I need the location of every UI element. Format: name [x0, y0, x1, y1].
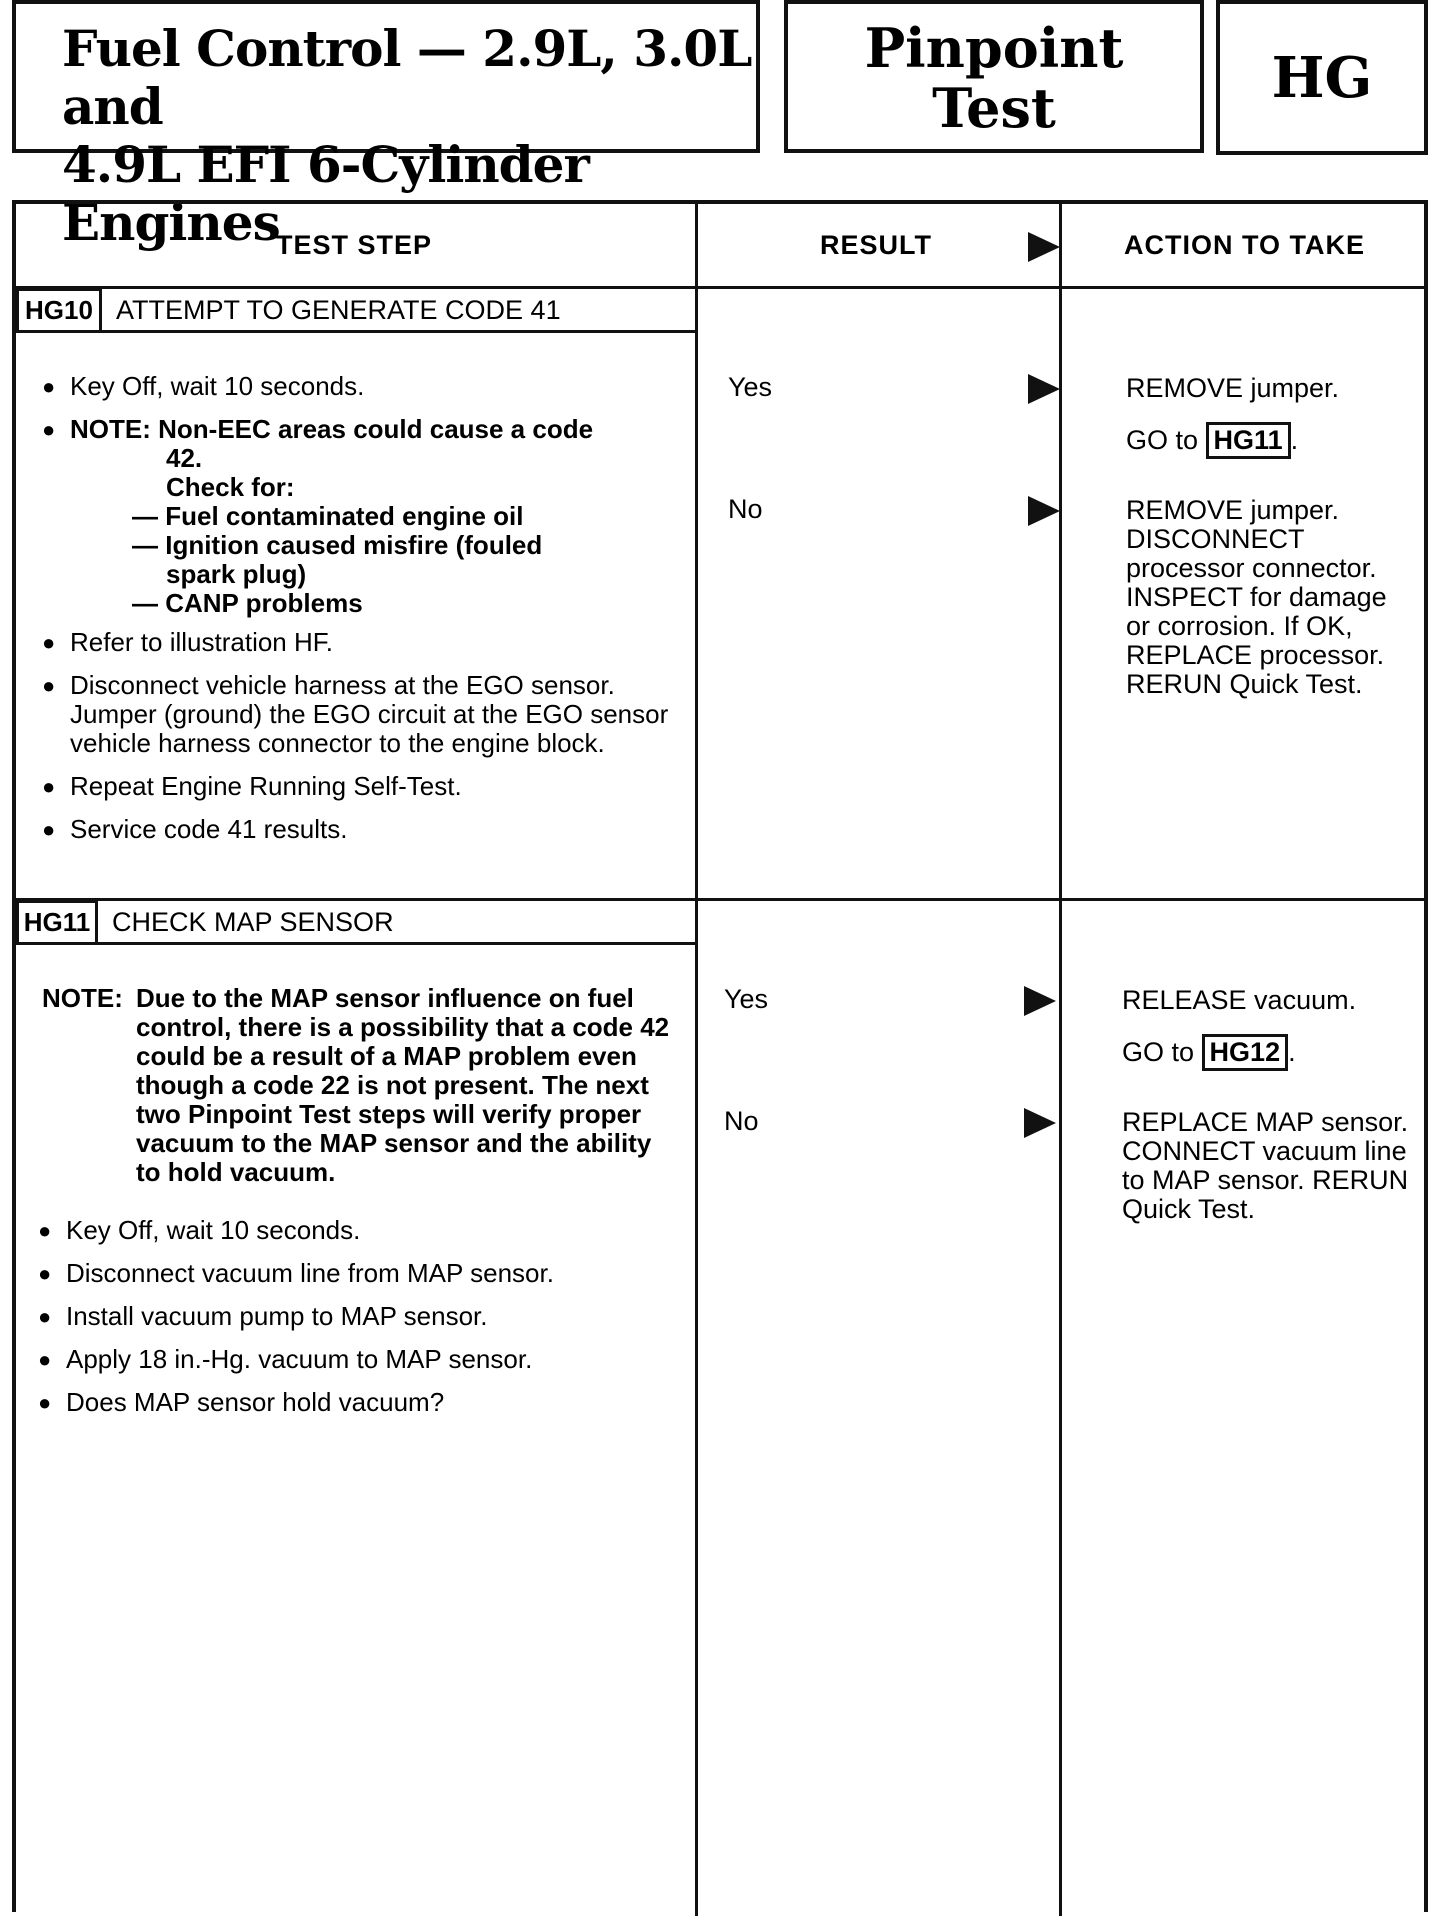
list-item: ● Key Off, wait 10 seconds. — [38, 1216, 678, 1245]
hg11-note — [42, 984, 682, 1187]
hg11-test-steps — [38, 1216, 678, 1431]
list-item: ● Apply 18 in.-Hg. vacuum to MAP sensor. — [38, 1345, 678, 1374]
list-item: ● Key Off, wait 10 seconds. — [42, 372, 682, 401]
check-item: — Fuel contaminated engine oil — [132, 501, 524, 531]
pinpoint-table — [12, 200, 1428, 1912]
column-divider — [1059, 204, 1062, 1916]
arrow-icon — [1024, 986, 1056, 1016]
list-item: ● Refer to illustration HF. — [42, 628, 682, 657]
list-item: ● Disconnect vacuum line from MAP sensor. — [38, 1259, 678, 1288]
hg10-test-steps — [42, 372, 682, 858]
pinpoint-test-box — [784, 0, 1204, 153]
column-divider — [695, 204, 698, 1916]
check-for-label: Check for: — [166, 472, 295, 502]
goto-hg12: GO to HG12 . — [1122, 1034, 1412, 1071]
col-header-action: ACTION TO TAKE — [1124, 230, 1365, 260]
goto-label: GO to — [1122, 1037, 1195, 1067]
goto-hg11: GO to HG11 . — [1126, 422, 1416, 459]
step-title-underline — [16, 942, 696, 945]
test-code-box — [1216, 0, 1428, 155]
step-title-hg10: ATTEMPT TO GENERATE CODE 41 — [116, 295, 561, 325]
document-title: Fuel Control — 2.9L, 3.0L and 4.9L EFI 6-Cylinder Engines — [62, 19, 752, 252]
list-item: ● Install vacuum pump to MAP sensor. — [38, 1302, 678, 1331]
arrow-icon — [1024, 1108, 1056, 1138]
result-no: No — [724, 1106, 759, 1136]
list-item: ● Disconnect vehicle harness at the EGO sensor. Jumper (ground) the EGO circuit at the EGO sensor vehicle harness connector to the engine block. — [42, 671, 682, 758]
note-text: Due to the MAP sensor influence on fuel control, there is a possibility that a code 42 could be a result of a MAP problem even though a code 22 is not present. The next two Pinpoint Test steps will verify proper vacuum to the MAP sensor and the ability to hold vacuum. — [136, 983, 670, 1187]
action-yes-hg11: RELEASE vacuum. — [1122, 985, 1357, 1015]
list-item: ● Service code 41 results. — [42, 815, 682, 844]
action-no-hg10: REMOVE jumper. DISCONNECT processor connector. INSPECT for damage or corrosion. If OK, REPLACE processor. RERUN Quick Test. — [1126, 495, 1387, 699]
arrow-icon — [1028, 374, 1060, 404]
arrow-icon — [1028, 232, 1060, 262]
check-item: — CANP problems — [132, 588, 363, 618]
step-id-hg11: HG11 — [16, 900, 98, 945]
list-item — [42, 415, 682, 618]
goto-step-link[interactable]: HG12 — [1202, 1034, 1289, 1071]
note-label: NOTE: — [42, 983, 123, 1013]
step-title-hg11: CHECK MAP SENSOR — [112, 907, 394, 937]
check-item-cont: spark plug) — [166, 559, 307, 589]
pinpoint-test-label: Pinpoint Test — [864, 16, 1124, 140]
step-divider — [16, 898, 1424, 901]
arrow-icon — [1028, 496, 1060, 526]
note-text: Non-EEC areas could cause a code — [158, 414, 594, 444]
header-divider — [16, 286, 1424, 289]
goto-step-link[interactable]: HG11 — [1206, 422, 1291, 459]
note-label: NOTE: — [70, 414, 151, 444]
action-no-hg11: REPLACE MAP sensor. CONNECT vacuum line to MAP sensor. RERUN Quick Test. — [1122, 1107, 1409, 1224]
col-header-test-step: TEST STEP — [276, 230, 433, 260]
action-yes-hg10: REMOVE jumper. — [1126, 373, 1340, 403]
list-item: ● Repeat Engine Running Self-Test. — [42, 772, 682, 801]
check-item: — Ignition caused misfire (fouled — [132, 530, 543, 560]
result-yes: Yes — [728, 372, 773, 402]
step-title-underline — [16, 330, 696, 333]
list-item: ● Does MAP sensor hold vacuum? — [38, 1388, 678, 1417]
test-code: HG — [1271, 45, 1373, 111]
result-no: No — [728, 494, 763, 524]
col-header-result: RESULT — [820, 230, 932, 260]
goto-label: GO to — [1126, 425, 1199, 455]
result-yes: Yes — [724, 984, 769, 1014]
step-id-hg10: HG10 — [16, 288, 102, 333]
note-text-cont: 42. — [166, 443, 203, 473]
